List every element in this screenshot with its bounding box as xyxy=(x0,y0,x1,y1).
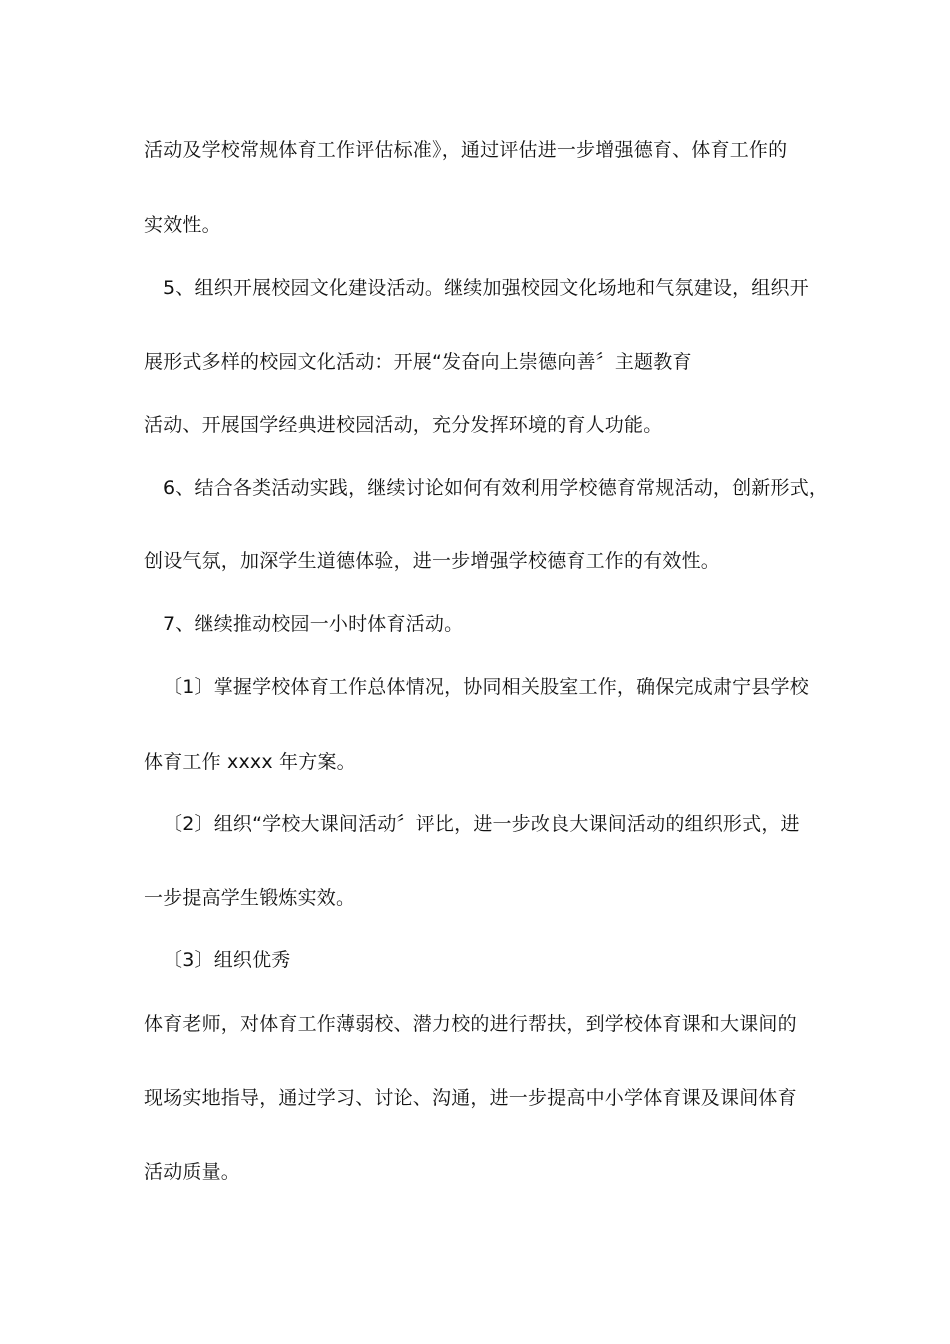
text-line: 现场实地指导，通过学习、讨论、沟通，进一步提高中小学体育课及课间体育 xyxy=(144,1087,797,1109)
text-line: 〔2〕组织“学校大课间活动〞评比，进一步改良大课间活动的组织形式，进 xyxy=(163,813,800,835)
text-line: 活动及学校常规体育工作评估标准》，通过评估进一步增强德育、体育工作的 xyxy=(144,139,788,161)
text-line: 活动、开展国学经典进校园活动，充分发挥环境的育人功能。 xyxy=(144,414,663,436)
text-line: 体育老师，对体育工作薄弱校、潜力校的进行帮扶，到学校体育课和大课间的 xyxy=(144,1013,797,1035)
text-line: 一步提高学生锻炼实效。 xyxy=(144,887,356,909)
text-line: 5、组织开展校园文化建设活动。继续加强校园文化场地和气氛建设，组织开 xyxy=(163,277,809,299)
text-line: 活动质量。 xyxy=(144,1161,241,1183)
text-line: 展形式多样的校园文化活动：开展“发奋向上崇德向善〞主题教育 xyxy=(144,351,692,373)
text-line: 6、结合各类活动实践，继续讨论如何有效利用学校德育常规活动，创新形式， xyxy=(163,477,829,499)
text-line: 〔1〕掌握学校体育工作总体情况，协同相关股室工作，确保完成肃宁县学校 xyxy=(163,676,809,698)
text-line: 〔3〕组织优秀 xyxy=(163,949,291,971)
text-line: 实效性。 xyxy=(144,214,221,236)
text-line: 体育工作 xxxx 年方案。 xyxy=(144,751,356,773)
text-line: 7、继续推动校园一小时体育活动。 xyxy=(163,613,464,635)
text-line: 创设气氛，加深学生道德体验，进一步增强学校德育工作的有效性。 xyxy=(144,550,721,572)
